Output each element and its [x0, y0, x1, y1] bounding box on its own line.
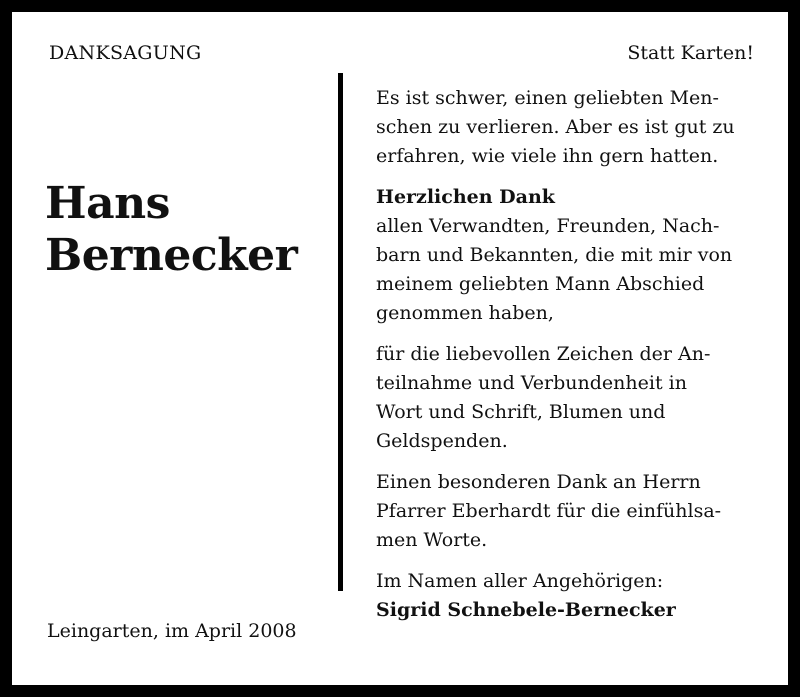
text-line: men Worte. [376, 529, 488, 551]
text-line: meinem geliebten Mann Abschied [376, 273, 705, 295]
statt-karten-note: Statt Karten! [627, 42, 754, 64]
text-line: allen Verwandten, Freunden, Nach- [376, 215, 720, 237]
text-line: Pfarrer Eberhardt für die einfühlsa- [376, 500, 722, 522]
thanks-heading: Herzlichen Dank [376, 186, 555, 208]
place-date: Leingarten, im April 2008 [47, 620, 297, 642]
text-line: für die liebevollen Zeichen der An- [376, 343, 711, 365]
text-line: Geldspenden. [376, 430, 508, 452]
thanks-text [376, 84, 756, 637]
thanks-paragraph [376, 183, 756, 328]
text-line: Wort und Schrift, Blumen und [376, 401, 666, 423]
text-line: barn und Bekannten, die mit mir von [376, 244, 733, 266]
deceased-last-name: Bernecker [45, 230, 298, 281]
text-line: Einen besonderen Dank an Herrn [376, 471, 701, 493]
text-line: schen zu verlieren. Aber es ist gut zu [376, 116, 735, 138]
notice-title: DANKSAGUNG [49, 42, 202, 64]
vertical-divider [338, 73, 343, 591]
text-line: genommen haben, [376, 302, 554, 324]
text-line: teilnahme und Verbundenheit in [376, 372, 687, 394]
deceased-first-name: Hans [45, 178, 170, 229]
text-line: Es ist schwer, einen geliebten Men- [376, 87, 719, 109]
deceased-name [45, 178, 297, 282]
signature-name: Sigrid Schnebele-Bernecker [376, 599, 676, 621]
signature-intro: Im Namen aller Angehörigen: [376, 570, 664, 592]
text-line: erfahren, wie viele ihn gern hatten. [376, 145, 719, 167]
pastor-paragraph [376, 468, 756, 555]
intro-paragraph [376, 84, 756, 171]
signs-paragraph [376, 340, 756, 456]
